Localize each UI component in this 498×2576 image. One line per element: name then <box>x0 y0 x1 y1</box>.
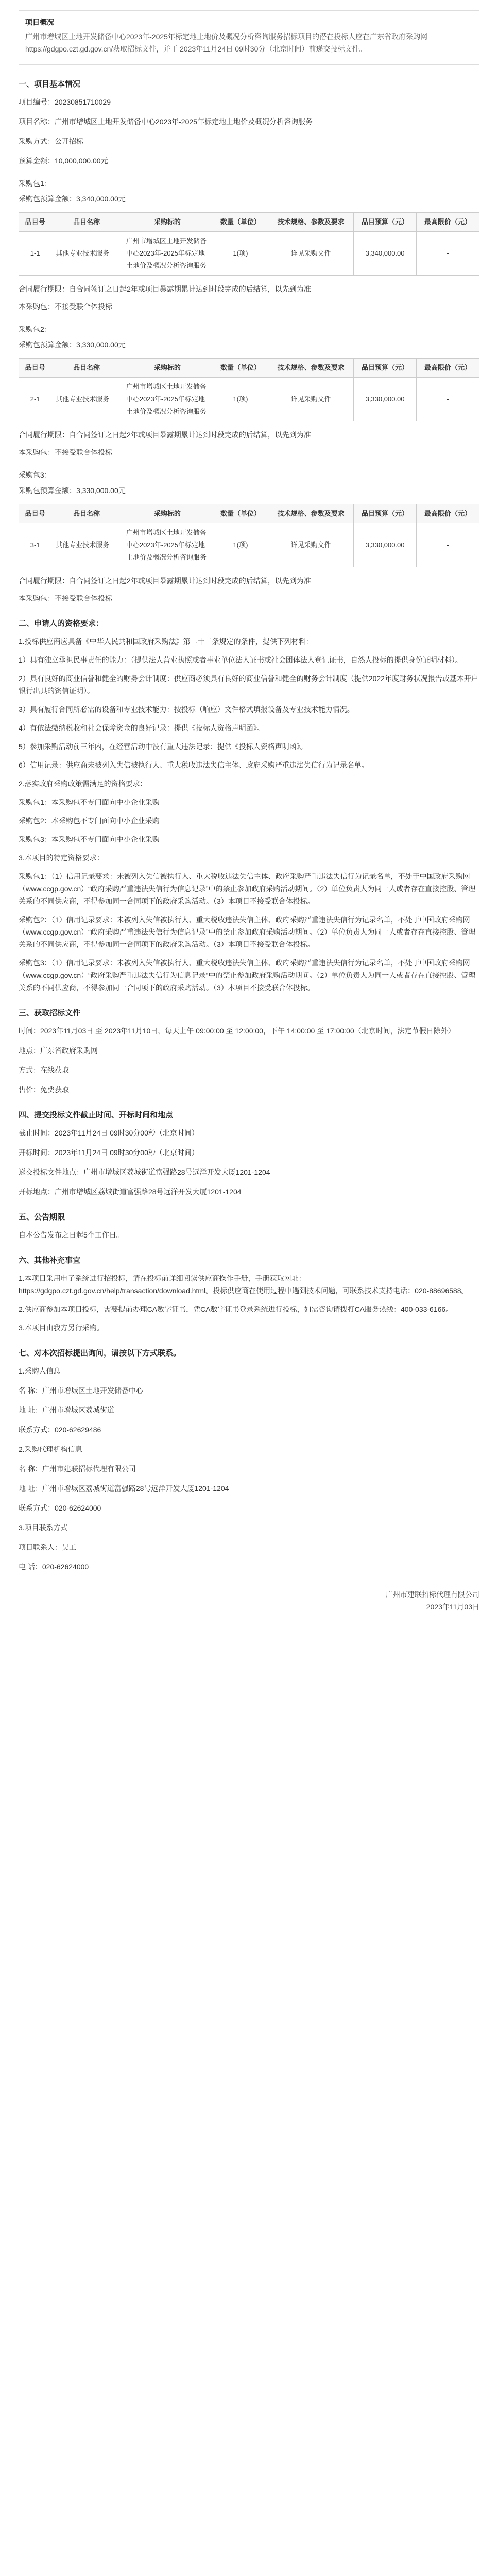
qualification-text: 采购包3：本采购包不专门面向中小企业采购 <box>19 835 160 843</box>
table-header: 技术规格、参数及要求 <box>268 213 354 232</box>
table-cell: 3-1 <box>19 523 51 567</box>
package-budget: 采购包预算金额：3,330,000.00元 <box>19 341 126 349</box>
table-header: 数量（单位） <box>213 359 268 378</box>
budget-amount: 预算金额：10,000,000.00元 <box>19 157 108 165</box>
section-deadline: 四、提交投标文件截止时间、开标时间和地点 <box>19 1111 174 1120</box>
project-contact-heading: 3.项目联系方式 <box>19 1523 68 1532</box>
qualification-text: 3）具有履行合同所必需的设备和专业技术能力：按投标（响应）文件格式填报设备及专业技术能力情况。 <box>19 705 354 714</box>
table-cell: - <box>417 523 479 567</box>
section-other: 六、其他补充事宜 <box>19 1256 81 1265</box>
table-header: 采购标的 <box>122 213 213 232</box>
joint-bid-note: 本采购包：不接受联合体投标 <box>19 448 112 456</box>
agency-phone: 联系方式：020-62624000 <box>19 1504 101 1512</box>
qualification-text: 3.本项目的特定资格要求： <box>19 854 104 862</box>
obtain-price: 售价：免费获取 <box>19 1086 69 1094</box>
qualification-text: 2.落实政府采购政策需满足的资格要求： <box>19 779 147 788</box>
table-header: 最高限价（元） <box>417 359 479 378</box>
table-cell: 3,340,000.00 <box>354 232 417 276</box>
table-header: 品目号 <box>19 504 51 523</box>
section-contacts: 七、对本次招标提出询问，请按以下方式联系。 <box>19 1349 181 1358</box>
package-heading: 采购包1： <box>19 179 51 188</box>
table-cell: 广州市增城区土地开发储备中心2023年-2025年标定地土地价及概况分析咨询服务 <box>122 232 213 276</box>
table-cell: 1-1 <box>19 232 51 276</box>
project-overview-box <box>19 10 479 65</box>
package-budget: 采购包预算金额：3,340,000.00元 <box>19 195 126 203</box>
table-cell: 广州市增城区土地开发储备中心2023年-2025年标定地土地价及概况分析咨询服务 <box>122 378 213 421</box>
qualification-text: 6）信用记录：供应商未被列入失信被执行人、重大税收违法失信主体、政府采购严重违法失信行为记录名单。 <box>19 761 369 769</box>
purchaser-name: 名 称：广州市增城区土地开发储备中心 <box>19 1386 143 1395</box>
section-qualifications: 二、申请人的资格要求： <box>19 619 104 628</box>
qualification-text: 采购包2：本采购包不专门面向中小企业采购 <box>19 817 160 825</box>
submission-place: 递交投标文件地点：广州市增城区荔城街道富强路28号远洋开发大厦1201-1204 <box>19 1168 270 1176</box>
table-header: 品目名称 <box>51 504 122 523</box>
overview-text: 广州市增城区土地开发储备中心2023年-2025年标定地土地价及概况分析咨询服务招标项目的潜在投标人应在广东省政府采购网https://gdgpo.czt.gd.gov.cn/获取招标文件，并于 2023年11月24日 09时30分（北京时间）前递交投标文件。 <box>25 32 427 53</box>
section-basic-info: 一、项目基本情况 <box>19 80 81 89</box>
table-cell: 3,330,000.00 <box>354 378 417 421</box>
section-obtain-docs: 三、获取招标文件 <box>19 1009 81 1018</box>
qualification-text: 采购包1：本采购包不专门面向中小企业采购 <box>19 798 160 806</box>
table-header-row <box>19 213 479 232</box>
submission-deadline: 截止时间：2023年11月24日 09时30分00秒（北京时间） <box>19 1129 199 1137</box>
agency-heading: 2.采购代理机构信息 <box>19 1445 82 1453</box>
footer-date: 2023年11月03日 <box>426 1603 479 1611</box>
special-requirement: 采购包2：（1）信用记录要求：未被列入失信被执行人、重大税收违法失信主体、政府采购严重违法失信行为记录名单，不处于中国政府采购网（www.ccgp.gov.cn）“政府采购严重违法失信行为信息记录”中的禁止参加政府采购活动期间。（2）单位负责人为同一人或者存在直接控股、管理关系的不同供应商，不得参加同一合同项下的政府采购活动。（3）本项目不接受联合体投标。 <box>19 916 476 948</box>
package-table <box>19 212 479 276</box>
table-header: 数量（单位） <box>213 504 268 523</box>
agency-name: 名 称：广州市建联招标代理有限公司 <box>19 1465 136 1473</box>
package-heading: 采购包2： <box>19 325 51 333</box>
table-header-row <box>19 504 479 523</box>
table-cell: 1(项) <box>213 378 268 421</box>
footer <box>19 1588 479 1613</box>
package-heading: 采购包3： <box>19 471 51 479</box>
table-cell: 1(项) <box>213 232 268 276</box>
table-header: 品目号 <box>19 359 51 378</box>
project-contact-phone: 电 话：020-62624000 <box>19 1563 89 1571</box>
qualification-text: 1）具有独立承担民事责任的能力：（提供法人营业执照或者事业单位法人证书或社会团体法人登记证书，自然人投标的提供身份证明材料）。 <box>19 656 462 664</box>
agency-address: 地 址：广州市增城区荔城街道富强路28号远洋开发大厦1201-1204 <box>19 1484 229 1493</box>
table-cell: 详见采购文件 <box>268 378 354 421</box>
table-cell: 详见采购文件 <box>268 523 354 567</box>
procurement-method: 采购方式：公开招标 <box>19 137 83 145</box>
table-cell: 其他专业技术服务 <box>51 232 122 276</box>
table-cell: 详见采购文件 <box>268 232 354 276</box>
table-header: 最高限价（元） <box>417 213 479 232</box>
qualification-text: 1.投标供应商应具备《中华人民共和国政府采购法》第二十二条规定的条件，提供下列材料： <box>19 637 313 646</box>
package-table <box>19 358 479 421</box>
table-cell: - <box>417 232 479 276</box>
obtain-time: 时间：2023年11月03日 至 2023年11月10日，每天上午 09:00:00 至 12:00:00，下午 14:00:00 至 17:00:00（北京时间，法定节假日除外） <box>19 1027 455 1035</box>
table-cell: 2-1 <box>19 378 51 421</box>
table-header: 品目名称 <box>51 213 122 232</box>
table-cell: 广州市增城区土地开发储备中心2023年-2025年标定地土地价及概况分析咨询服务 <box>122 523 213 567</box>
table-header: 采购标的 <box>122 504 213 523</box>
table-header: 品目预算（元） <box>354 504 417 523</box>
special-requirement: 采购包1：（1）信用记录要求：未被列入失信被执行人、重大税收违法失信主体、政府采购严重违法失信行为记录名单，不处于中国政府采购网（www.ccgp.gov.cn）“政府采购严重违法失信行为信息记录”中的禁止参加政府采购活动期间。（2）单位负责人为同一人或者存在直接控股、管理关系的不同供应商，不得参加同一合同项下的政府采购活动。（3）本项目不接受联合体投标。 <box>19 872 476 905</box>
table-header: 技术规格、参数及要求 <box>268 504 354 523</box>
table-header: 技术规格、参数及要求 <box>268 359 354 378</box>
obtain-method: 方式：在线获取 <box>19 1066 69 1074</box>
table-row <box>19 378 479 421</box>
obtain-place: 地点：广东省政府采购网 <box>19 1046 98 1055</box>
table-cell: 1(项) <box>213 523 268 567</box>
table-cell: 3,330,000.00 <box>354 523 417 567</box>
joint-bid-note: 本采购包：不接受联合体投标 <box>19 594 112 602</box>
other-item: 2.供应商参加本项目投标，需要提前办理CA数字证书，凭CA数字证书登录系统进行投标，如需咨询请拨打CA服务热线：400-033-6166。 <box>19 1305 453 1313</box>
table-cell: 其他专业技术服务 <box>51 523 122 567</box>
table-header: 最高限价（元） <box>417 504 479 523</box>
purchaser-heading: 1.采购人信息 <box>19 1367 61 1375</box>
qualification-text: 5）参加采购活动前三年内，在经营活动中没有重大违法记录：提供《投标人资格声明函》。 <box>19 742 307 751</box>
section-period: 五、公告期限 <box>19 1213 65 1222</box>
table-header: 品目预算（元） <box>354 213 417 232</box>
other-item: 1.本项目采用电子系统进行招投标，请在投标前详细阅读供应商操作手册，手册获取网址：https://gdgpo.czt.gd.gov.cn/help/transaction/download.html。投标供应商在使用过程中遇到技术问题，可联系技术支持电话：020-88696588。 <box>19 1274 469 1295</box>
table-header: 采购标的 <box>122 359 213 378</box>
project-contact-person: 项目联系人：吴工 <box>19 1543 76 1551</box>
table-cell: - <box>417 378 479 421</box>
contract-period: 合同履行期限：自合同签订之日起2年或项目暴露期累计达到时段完成的后结算，以先到为准 <box>19 431 311 439</box>
joint-bid-note: 本采购包：不接受联合体投标 <box>19 302 112 311</box>
package-budget: 采购包预算金额：3,330,000.00元 <box>19 486 126 495</box>
contract-period: 合同履行期限：自合同签订之日起2年或项目暴露期累计达到时段完成的后结算，以先到为准 <box>19 577 311 585</box>
footer-org: 广州市建联招标代理有限公司 <box>386 1590 479 1599</box>
announcement-period: 自本公告发布之日起5个工作日。 <box>19 1231 124 1239</box>
qualification-text: 4）有依法缴纳税收和社会保障资金的良好记录：提供《投标人资格声明函》。 <box>19 724 264 732</box>
contract-period: 合同履行期限：自合同签订之日起2年或项目暴露期累计达到时段完成的后结算，以先到为准 <box>19 285 311 293</box>
purchaser-phone: 联系方式：020-62629486 <box>19 1426 101 1434</box>
table-header: 品目号 <box>19 213 51 232</box>
table-row <box>19 523 479 567</box>
table-header-row <box>19 359 479 378</box>
table-header: 品目预算（元） <box>354 359 417 378</box>
table-cell: 其他专业技术服务 <box>51 378 122 421</box>
other-item: 3.本项目由我方另行采购。 <box>19 1324 104 1332</box>
overview-title: 项目概况 <box>25 18 54 26</box>
special-requirement: 采购包3：（1）信用记录要求：未被列入失信被执行人、重大税收违法失信主体、政府采购严重违法失信行为记录名单，不处于中国政府采购网（www.ccgp.gov.cn）“政府采购严重违法失信行为信息记录”中的禁止参加政府采购活动期间。（2）单位负责人为同一人或者存在直接控股、管理关系的不同供应商，不得参加同一合同项下的政府采购活动。（3）本项目不接受联合体投标。 <box>19 959 476 992</box>
package-table <box>19 504 479 567</box>
table-header: 品目名称 <box>51 359 122 378</box>
opening-place: 开标地点：广州市增城区荔城街道富强路28号远洋开发大厦1201-1204 <box>19 1188 242 1196</box>
qualification-text: 2）具有良好的商业信誉和健全的财务会计制度：供应商必须具有良好的商业信誉和健全的财务会计制度（提供2022年度财务状况报告或基本开户银行出具的资信证明）。 <box>19 674 478 695</box>
table-header: 数量（单位） <box>213 213 268 232</box>
opening-time: 开标时间：2023年11月24日 09时30分00秒（北京时间） <box>19 1148 199 1157</box>
project-name: 项目名称：广州市增城区土地开发储备中心2023年-2025年标定地土地价及概况分析咨询服务 <box>19 117 313 126</box>
purchaser-address: 地 址：广州市增城区荔城街道 <box>19 1406 114 1414</box>
project-number: 项目编号：20230851710029 <box>19 98 111 106</box>
table-row <box>19 232 479 276</box>
